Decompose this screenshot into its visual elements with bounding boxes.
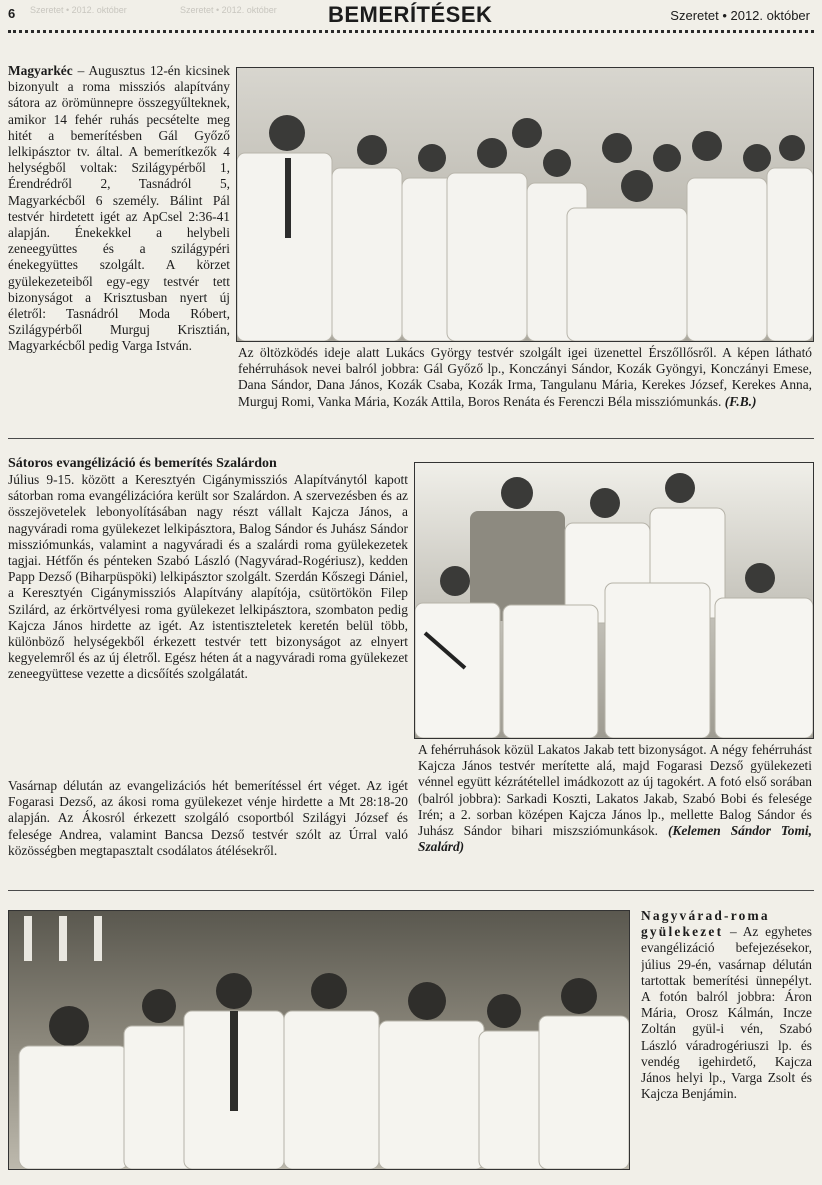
photo-magyarkec-caption (238, 345, 812, 410)
issue-label: Szeretet • 2012. október (670, 8, 810, 23)
caption-szalard-credit-tail: , Szalárd) (418, 823, 812, 855)
caption-magyarkec-credit: (F.B.) (724, 393, 757, 409)
ghost-running-head-left: Szeretet • 2012. október (30, 5, 127, 15)
article-magyarkec-text (8, 63, 230, 435)
photo-nagyvarad-group (8, 910, 630, 1170)
section-title: BEMERÍTÉSEK (328, 2, 493, 27)
caption-magyarkec-text: Az öltözködés ideje alatt Lukács György testvér szolgált igei üzenettel Érszőllősről. A képen látható fehérruhások nevei balról jobbra: Gál Győző lp., Konczányi Sándor, Kozák Gyöngyi, Konczányi Emese, Dana Sándor, Dana János, Kozák Csaba, Kozák Irma, Tangulanu Mária, Kerekes József, Kerekes Anna, Murguj Romi, Vanka Mária, Kozák Attila, Boros Renáta és Ferenczi Béla missziómunkás. (238, 345, 812, 409)
group-photo-magyarkec-image (237, 68, 813, 341)
photo-szalard-group (414, 462, 814, 739)
article-nagyvarad-text (641, 908, 812, 1173)
caption-szalard-text: A fehérruhások közül Lakatos Jakab tett bizonyságot. A négy fehérruhást Kajcza János testvér merítette alá, majd Fogarasi Dezső gyülekezeti vénnel együtt kézrátétellel imádkozott az új tagokért. A fotó első sorában (balról jobbra): Sarkadi Koszti, Lakatos Jakab, Szabó Bobi és felesége Irén; a 2. sorban középen Kajcza János lp., mellette Balog Sándor és Juhász Sándor bihari miszsziómunkások. (418, 742, 812, 839)
article-szalard-para2: Vasárnap délután az evangelizációs hét bemerítéssel ért véget. Az igét Fogarasi Dezső, az ákosi roma gyülekezet vénje hirdette a Mt 28:18-20 alapján. Az Ákosról érkezett szolgáló csoportból Szilágyi József és felesége Andrea, valamint Bancsa Dezső testvér szólt az Úrral való közösségben megtapasztalt csodálatos átélésekről. (8, 778, 408, 858)
article-magyarkec-lead: Magyarkéc (8, 63, 73, 78)
article-szalard-headline: Sátoros evangélizáció és bemerítés Szalárdon (8, 456, 277, 471)
group-photo-szalard-image (415, 463, 813, 738)
page-number: 6 (8, 6, 16, 21)
photo-magyarkec-group (236, 67, 814, 342)
divider-2 (8, 890, 814, 891)
ghost-running-head-mid: Szeretet • 2012. október (180, 5, 277, 15)
article-szalard-para1: Július 9-15. között a Keresztyén Cigánymissziós Alapítványtól kapott sátorban roma evangélizációra került sor Szalárdon. A szervezésben és az összejövetelek lebonyolításában nagy részt vállalt Kajcza János, a nagyváradi roma gyülekezet lelkipásztora, Balog Sándor és Juhász Sándor missziómunkás, valamint a nagyváradi és a szalárdi roma gyülekezetek tagjai. Hétfőn és pénteken Szabó László (Nagyvárad-Rogériusz), kedden Papp Dezső (Biharpüspöki) lelkipásztor szolgált. Szerdán Kőszegi Dániel, a Keresztyén Cigánymissziós Alapítvány alapítója, csütörtökön Filep Szilárd, az érkörtvélyesi roma gyülekezet lelkipásztora, szombaton pedig Kajcza János hirdette az igét. Az istentiszteletek keretén belül több, különböző helységekből érkezett testvér tett bizonyságot az elnyert kegyelemről és az új életről. Egész héten át a nagyváradi roma gyülekezet zeneegyüttese vezette a dicsőítés szolgálatát. (8, 472, 408, 682)
divider-1 (8, 438, 814, 439)
article-magyarkec-body: – Augusztus 12-én kicsinek bizonyult a roma missziós alapítvány sátora az örömünnepre összegyűlteknek, amikor 14 fehér ruhás pecsételte meg hitét a bemerítésben Gál Győző lelkipásztor tv. által. A bemerítkezők 4 helységből voltak: Szilágypérből 1, Érendrédről 2, Tasnádról 5, Magyarkécből 6 személy. Bálint Pál testvér hirdetett igét az ApCsel 2:36-41 alapján. Énekekkel a helybeli zeneegyüttes és a szilágypéri énekegyüttes szolgált. A körzet gyülekezeteiből egy-egy testvér tett bizonyságot a Krisztusban nyert új életről: Tasnádról Moda Róbert, Szilágypérből Murguj Krisztián, Magyarkécből pedig Varga István. (8, 63, 230, 354)
article-nagyvarad-lead: Nagyvárad-roma gyülekezet (641, 908, 770, 940)
header-dotted-rule (8, 30, 814, 33)
photo-szalard-caption (418, 742, 812, 855)
group-photo-nagyvarad-image (9, 911, 629, 1169)
article-nagyvarad-body: – Az egyhetes evangélizáció befejezésekor, július 29-én, vasárnap délután tartottak bemerítési ünnepélyt. A fotón balról jobbra: Áron Mária, Orosz Kálmán, Incze Zoltán gyül-i vén, Szabó László váradrogériuszi lp. és vendég igehirdető, Kajcza János helyi lp., Varga Zsolt és Kajcza Benjámin. (641, 924, 812, 1102)
caption-szalard-credit: (Kelemen Sándor Tomi (667, 823, 809, 839)
